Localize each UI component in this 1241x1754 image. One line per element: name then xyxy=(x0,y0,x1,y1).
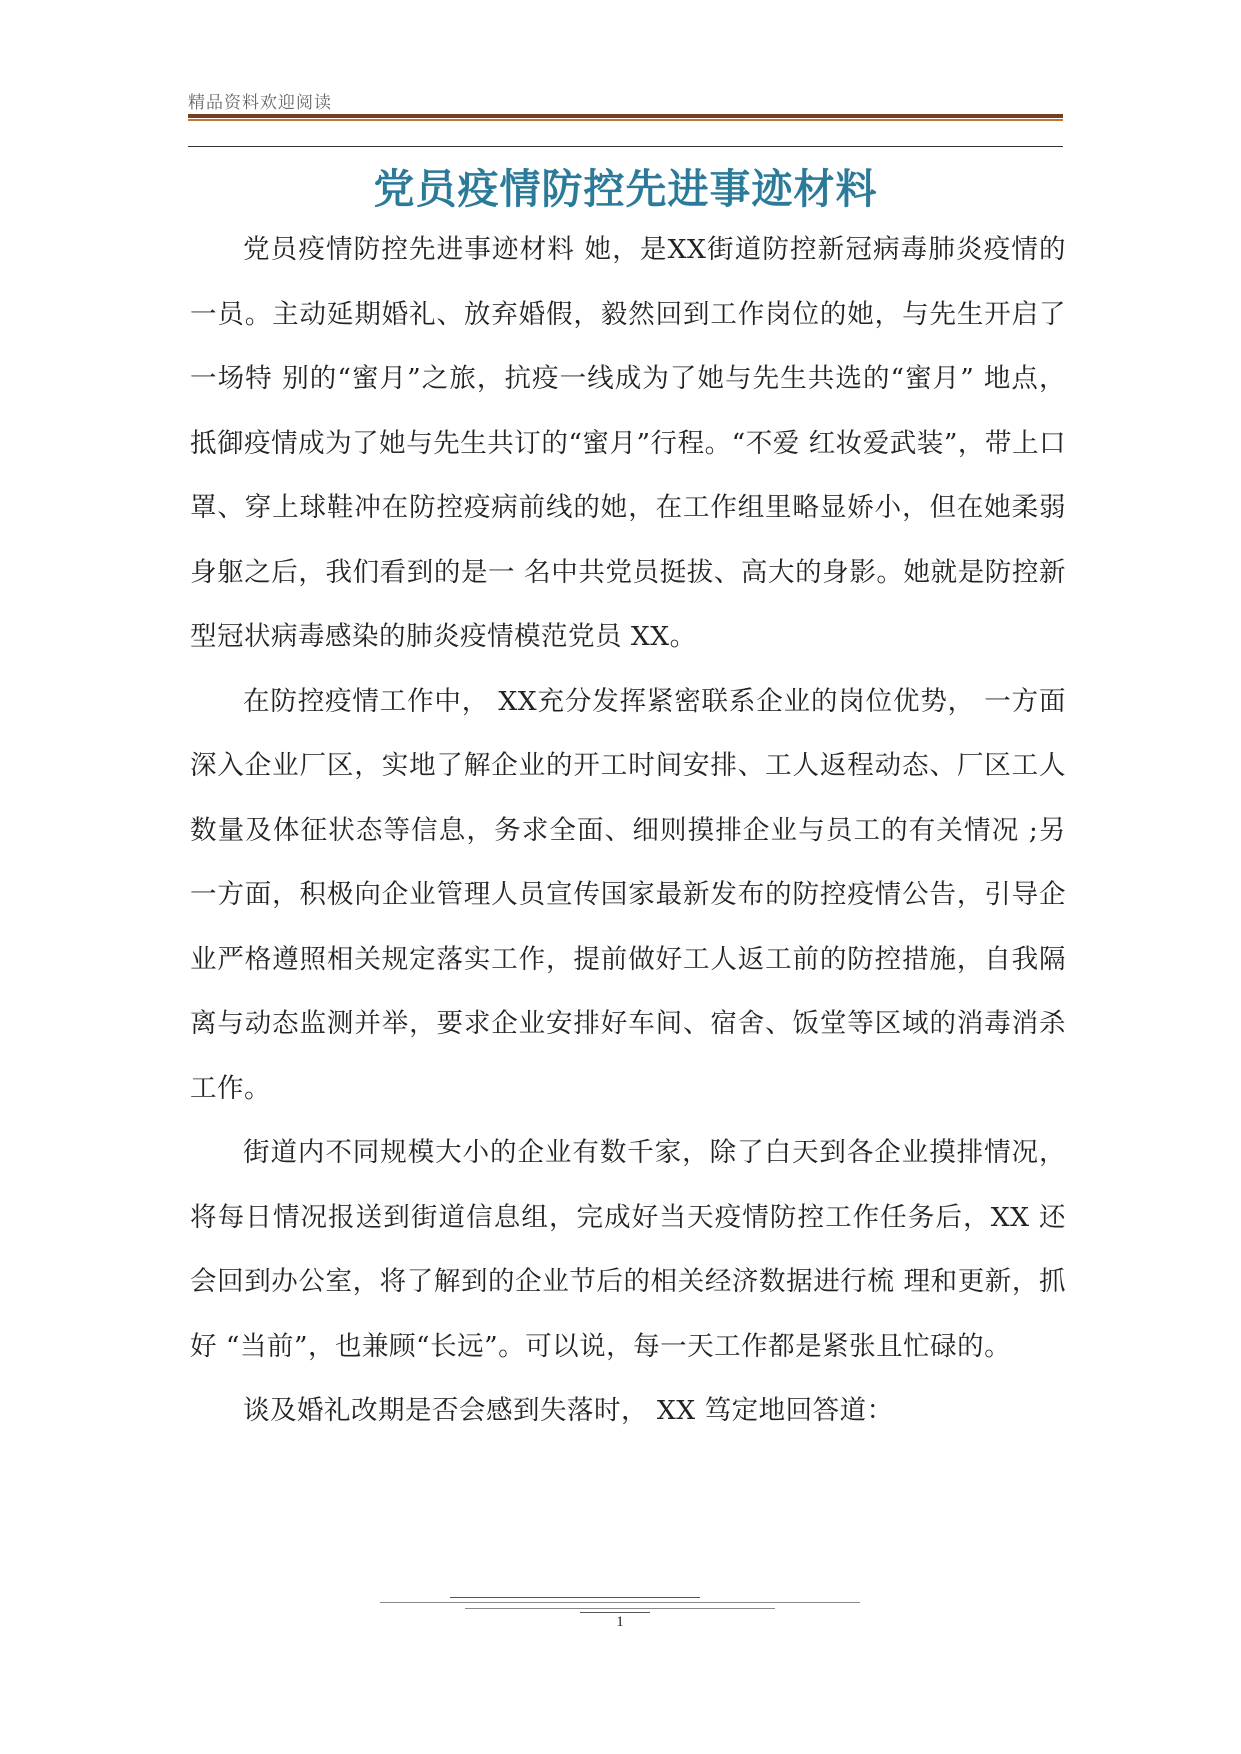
footer-rule-1 xyxy=(380,1602,860,1603)
document-title: 党员疫情防控先进事迹材料 xyxy=(373,165,878,213)
page-header xyxy=(188,88,1063,148)
paragraph-4: 谈及婚礼改期是否会感到失落时， XX 笃定地回答道： xyxy=(243,1395,894,1426)
header-text: 精品资料欢迎阅读 xyxy=(188,93,332,113)
paragraph-2: 在防控疫情工作中， XX充分发挥紧密联系企业的岗位优势， 一方面深入企业厂区，实地了解企业的开工时间安排、工人返程动态、厂区工人数量及体征状态等信息，务求全面、细则摸排企业与员工的有关情况 ;另一方面，积极向企业管理人员宣传国家最新发布的防控疫情公告，引导企业严格遵照相关规定落实工作，提前做好工人返工前的防控措施，自我隔离与动态监测并举，要求企业安排好车间、宿舍、饭堂等区域的消毒消杀工作。 xyxy=(190,685,1066,1104)
footer-rule-3 xyxy=(465,1608,775,1609)
header-rule-accent xyxy=(188,119,1063,121)
header-rule xyxy=(188,114,1063,118)
page-number: 1 xyxy=(616,1614,624,1630)
paragraph-3: 街道内不同规模大小的企业有数千家，除了白天到各企业摸排情况，将每日情况报送到街道信息组，完成好当天疫情防控工作任务后，XX 还会回到办公室，将了解到的企业节后的相关经济数据进行梳 理和更新，抓好 “当前”，也兼顾“长远”。可以说，每一天工作都是紧张且忙碌的。 xyxy=(190,1137,1066,1362)
footer-rule-2 xyxy=(450,1597,700,1598)
document-body xyxy=(190,218,1066,1444)
header-rule-thin xyxy=(188,146,1063,147)
paragraph-1: 党员疫情防控先进事迹材料 她，是XX街道防控新冠病毒肺炎疫情的一员。主动延期婚礼、放弃婚假，毅然回到工作岗位的她，与先生开启了一场特 别的“蜜月”之旅，抗疫一线成为了她与先生共选的“蜜月” 地点，抵御疫情成为了她与先生共订的“蜜月”行程。“不爱 红妆爱武装”，带上口罩、穿上球鞋冲在防控疫病前线的她，在工作组里略显娇小，但在她柔弱身躯之后，我们看到的是一 名中共党员挺拔、高大的身影。她就是防控新型冠状病毒感染的肺炎疫情模范党员 XX。 xyxy=(190,234,1066,652)
footer-rule-4 xyxy=(580,1612,650,1613)
